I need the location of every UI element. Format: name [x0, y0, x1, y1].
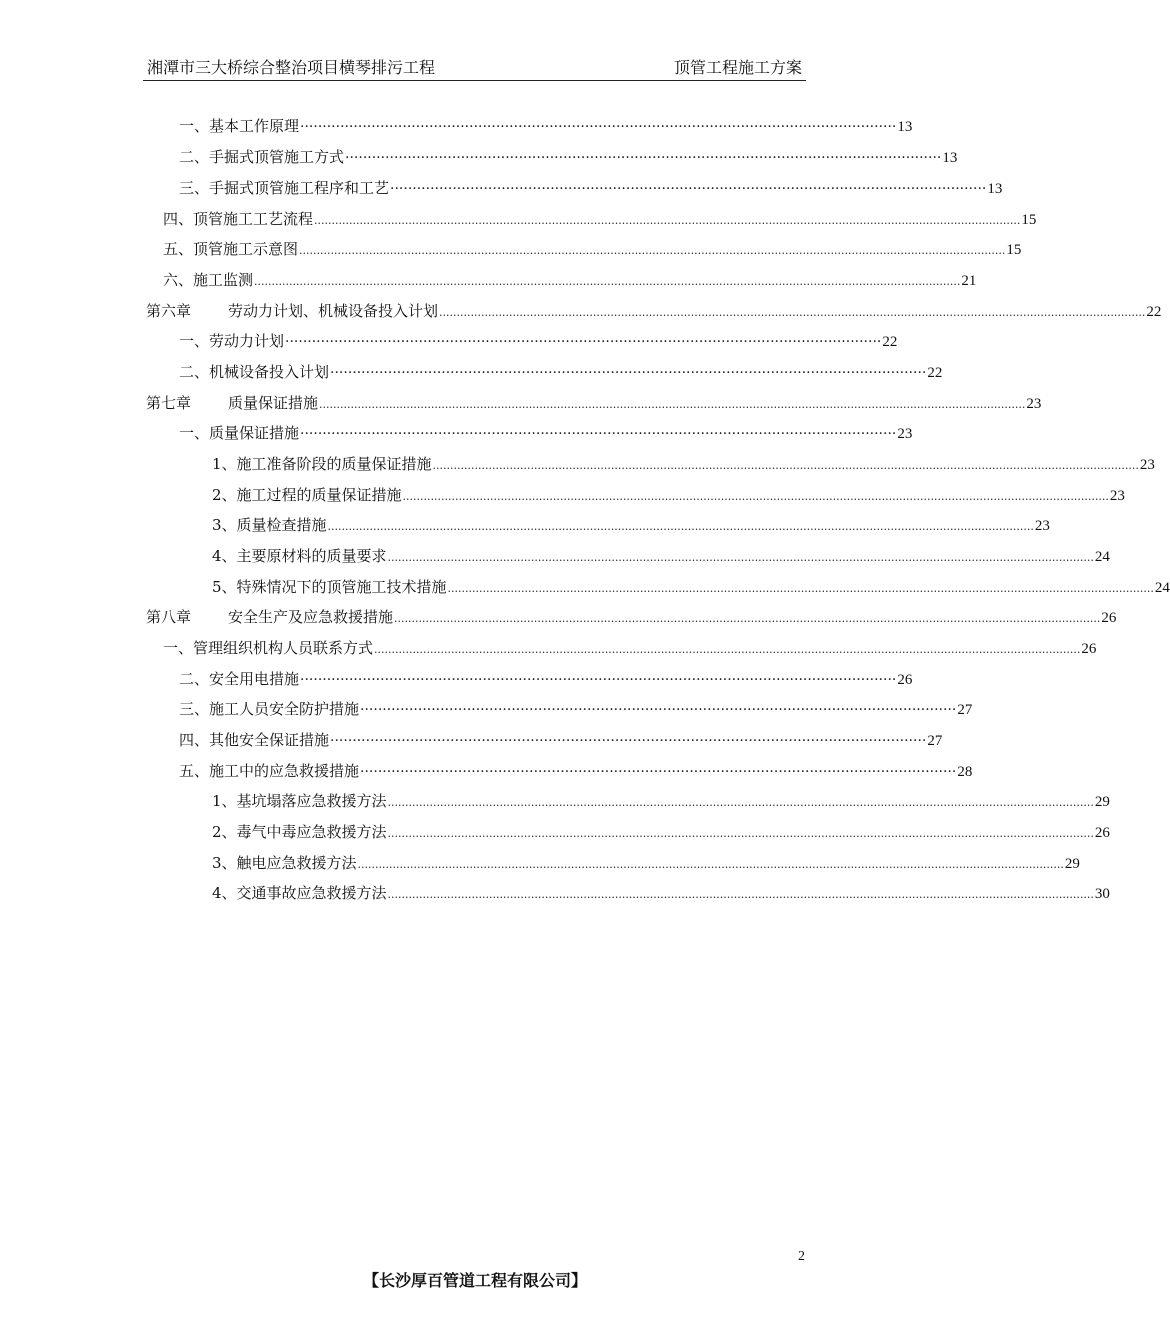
toc-entry[interactable]: [163, 269, 977, 291]
toc-entry[interactable]: [212, 453, 1155, 475]
toc-dot-leader: ..........................................................................................................................................................................................................: [299, 244, 1006, 257]
toc-entry[interactable]: [212, 576, 1170, 598]
toc-chapter-entry[interactable]: [146, 300, 1162, 322]
toc-dot-leader: ······································································································································: [330, 365, 927, 381]
toc-entry-title: 劳动力计划、机械设备投入计划: [228, 302, 439, 320]
toc-entry-page: 29: [1064, 856, 1080, 872]
toc-dot-leader: ..........................................................................................................................................................................................................: [387, 888, 1094, 901]
toc-entry-page: 15: [1006, 242, 1022, 258]
toc-entry[interactable]: [212, 484, 1125, 506]
page-footer-company: 【长沙厚百管道工程有限公司】: [362, 1271, 587, 1290]
toc-entry[interactable]: [212, 545, 1110, 567]
toc-chapter-entry[interactable]: [146, 392, 1042, 414]
header-document-title: 顶管工程施工方案: [673, 58, 802, 77]
toc-entry-page: 27: [927, 733, 943, 749]
toc-entry[interactable]: [179, 698, 973, 720]
toc-entry-title: 2、毒气中毒应急救援方法: [212, 823, 387, 841]
toc-entry-title: 二、安全用电措施: [179, 670, 300, 688]
toc-dot-leader: ..........................................................................................................................................................................................................: [439, 306, 1146, 319]
toc-dot-leader: ..........................................................................................................................................................................................................: [432, 459, 1139, 472]
toc-entry-title: 三、手掘式顶管施工程序和工艺: [179, 179, 390, 197]
toc-dot-leader: ..........................................................................................................................................................................................................: [374, 643, 1081, 656]
toc-entry-title: 3、质量检查措施: [212, 516, 327, 534]
toc-entry[interactable]: [163, 208, 1037, 230]
toc-dot-leader: ..........................................................................................................................................................................................................: [447, 582, 1154, 595]
toc-chapter-entry[interactable]: [146, 606, 1117, 628]
page-number: 2: [798, 1249, 805, 1264]
toc-entry-page: 13: [987, 181, 1003, 197]
toc-entry-title: 1、基坑塌落应急救援方法: [212, 792, 387, 810]
toc-dot-leader: ..........................................................................................................................................................................................................: [387, 551, 1094, 564]
toc-dot-leader: ..........................................................................................................................................................................................................: [387, 827, 1094, 840]
toc-entry-page: 29: [1094, 794, 1110, 810]
toc-entry-page: 23: [1109, 488, 1125, 504]
toc-entry-title: 一、管理组织机构人员联系方式: [163, 639, 374, 657]
toc-entry-title: 5、特殊情况下的顶管施工技术措施: [212, 578, 447, 596]
toc-entry-title: 四、顶管施工工艺流程: [163, 210, 314, 228]
toc-dot-leader: ..........................................................................................................................................................................................................: [327, 520, 1034, 533]
toc-entry-page: 28: [957, 764, 973, 780]
toc-entry-page: 22: [882, 334, 898, 350]
toc-entry[interactable]: [179, 361, 943, 383]
toc-entry-title: 一、劳动力计划: [179, 332, 285, 350]
toc-chapter-number: 第七章: [146, 394, 192, 412]
toc-dot-leader: ..........................................................................................................................................................................................................: [319, 398, 1026, 411]
toc-entry-page: 15: [1021, 212, 1037, 228]
toc-dot-leader: ······································································································································: [300, 426, 897, 442]
toc-entry-title: 三、施工人员安全防护措施: [179, 700, 360, 718]
toc-entry-title: 一、基本工作原理: [179, 117, 300, 135]
toc-entry-title: 六、施工监测: [163, 271, 254, 289]
toc-entry-page: 23: [1139, 457, 1155, 473]
toc-entry-title: 一、质量保证措施: [179, 424, 300, 442]
toc-entry-title: 五、顶管施工示意图: [163, 240, 299, 258]
toc-entry[interactable]: [163, 238, 1022, 260]
toc-entry[interactable]: [179, 177, 1003, 199]
toc-entry-title: 安全生产及应急救援措施: [228, 608, 394, 626]
toc-entry[interactable]: [179, 668, 913, 690]
toc-dot-leader: ..........................................................................................................................................................................................................: [314, 214, 1021, 227]
toc-entry-page: 22: [1146, 304, 1162, 320]
toc-entry-page: 22: [927, 365, 943, 381]
toc-entry-page: 23: [1026, 396, 1042, 412]
toc-entry-page: 21: [961, 273, 977, 289]
toc-dot-leader: ..........................................................................................................................................................................................................: [254, 275, 961, 288]
header-project-title: 湘潭市三大桥综合整治项目横琴排污工程: [147, 58, 436, 77]
toc-entry-page: 24: [1154, 580, 1170, 596]
toc-entry-title: 3、触电应急救援方法: [212, 854, 357, 872]
toc-entry-title: 4、主要原材料的质量要求: [212, 547, 387, 565]
toc-entry-page: 26: [1101, 610, 1117, 626]
toc-dot-leader: ······································································································································: [360, 702, 957, 718]
toc-chapter-number: 第六章: [146, 302, 192, 320]
toc-dot-leader: ······································································································································: [285, 334, 882, 350]
page-header: [143, 58, 806, 81]
toc-entry-page: 24: [1094, 549, 1110, 565]
toc-entry-title: 质量保证措施: [228, 394, 319, 412]
toc-entry-title: 2、施工过程的质量保证措施: [212, 486, 402, 504]
toc-dot-leader: ..........................................................................................................................................................................................................: [394, 612, 1101, 625]
toc-entry[interactable]: [212, 852, 1080, 874]
toc-entry[interactable]: [212, 882, 1110, 904]
toc-dot-leader: ······································································································································: [390, 181, 987, 197]
toc-entry[interactable]: [179, 729, 943, 751]
toc-entry[interactable]: [163, 637, 1097, 659]
toc-chapter-number: 第八章: [146, 608, 192, 626]
toc-entry-page: 23: [1034, 518, 1050, 534]
toc-entry-page: 26: [1094, 825, 1110, 841]
toc-entry-page: 23: [897, 426, 913, 442]
toc-entry[interactable]: [212, 821, 1110, 843]
toc-dot-leader: ······································································································································: [300, 119, 897, 135]
toc-entry[interactable]: [179, 422, 913, 444]
toc-entry[interactable]: [179, 760, 973, 782]
toc-entry-title: 四、其他安全保证措施: [179, 731, 330, 749]
toc-entry-title: 二、机械设备投入计划: [179, 363, 330, 381]
toc-dot-leader: ······································································································································: [330, 733, 927, 749]
toc-dot-leader: ······································································································································: [300, 672, 897, 688]
toc-dot-leader: ..........................................................................................................................................................................................................: [357, 858, 1064, 871]
toc-dot-leader: ..........................................................................................................................................................................................................: [402, 490, 1109, 503]
toc-entry[interactable]: [212, 790, 1110, 812]
toc-entry[interactable]: [179, 330, 898, 352]
toc-dot-leader: ..........................................................................................................................................................................................................: [387, 796, 1094, 809]
toc-entry-title: 1、施工准备阶段的质量保证措施: [212, 455, 432, 473]
toc-entry-page: 27: [957, 702, 973, 718]
toc-entry-page: 13: [942, 150, 958, 166]
toc-entry-title: 4、交通事故应急救援方法: [212, 884, 387, 902]
toc-dot-leader: ······································································································································: [360, 764, 957, 780]
toc-entry[interactable]: [179, 115, 913, 137]
toc-entry[interactable]: [179, 146, 958, 168]
toc-entry-page: 26: [897, 672, 913, 688]
toc-dot-leader: ······································································································································: [345, 150, 942, 166]
toc-entry-page: 13: [897, 119, 913, 135]
toc-entry-page: 26: [1081, 641, 1097, 657]
toc-entry-title: 二、手掘式顶管施工方式: [179, 148, 345, 166]
toc-entry[interactable]: [212, 514, 1050, 536]
toc-entry-title: 五、施工中的应急救援措施: [179, 762, 360, 780]
toc-entry-page: 30: [1094, 886, 1110, 902]
